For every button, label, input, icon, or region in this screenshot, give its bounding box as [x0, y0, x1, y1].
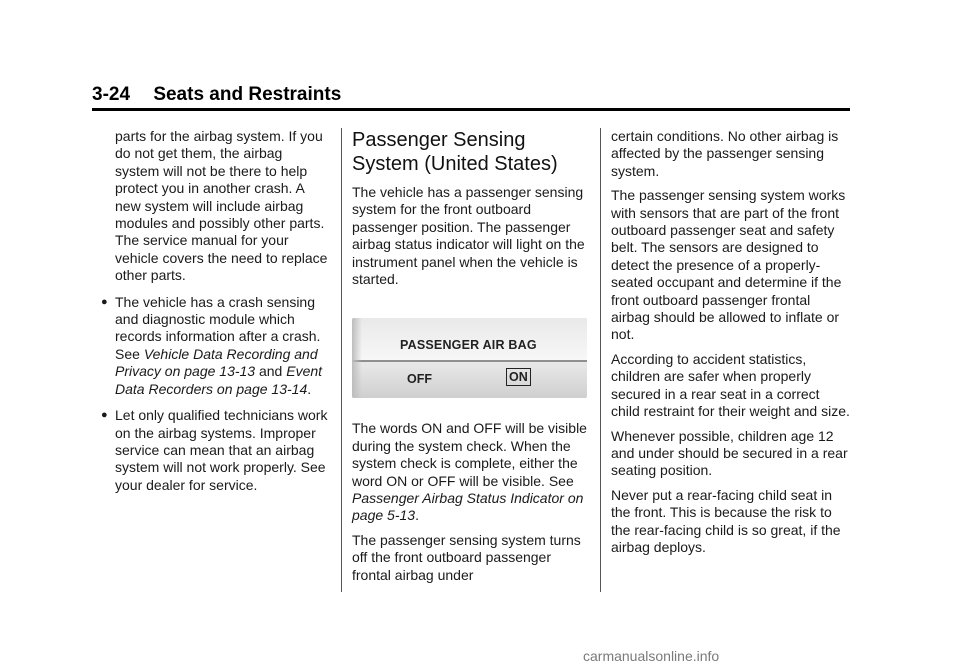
cross-reference-link[interactable]: Passenger Airbag Status Indicator on page 5-13 — [352, 490, 584, 524]
cross-reference-link[interactable]: Vehicle Data Recording and Privacy on page 13-13 — [115, 345, 318, 380]
indicator-label: PASSENGER AIR BAG — [400, 338, 537, 353]
cross-reference-link[interactable]: Event Data Recorders on page 13-14 — [115, 363, 323, 397]
page-number: 3-24 — [92, 84, 131, 105]
bullet-item — [97, 407, 329, 494]
column-divider-right — [600, 128, 601, 592]
indicator-on-label: ON — [506, 368, 531, 386]
page-header — [92, 84, 341, 106]
bullet-text: . — [307, 380, 312, 397]
bullet-dot-icon: ● — [101, 295, 108, 308]
bullet-text: and — [255, 363, 287, 380]
paragraph-text: The words ON and OFF will be visible during the system check. When the system check is complete, either the word ON or OFF will be visible. See — [352, 420, 587, 489]
bullet-text: Let only qualified technicians work on the airbag systems. Improper service can mean that an airbag system will not work properly. See your dealer for service. — [115, 407, 328, 493]
bullet-text: The vehicle has a crash sensing and diagnostic module which records information after a crash. See — [115, 293, 321, 362]
paragraph: The vehicle has a passenger sensing system for the front outboard passenger position. The passenger airbag status indicator will light on the instrument panel when the vehicle is started. — [352, 184, 585, 288]
paragraph: certain conditions. No other airbag is affected by the passenger sensing system. — [611, 128, 839, 179]
paragraph: Whenever possible, children age 12 and under should be secured in a rear seating position. — [611, 427, 848, 479]
column-1 — [97, 128, 329, 494]
watermark: carmanualsonline.info — [583, 648, 720, 664]
section-title-header: Seats and Restraints — [153, 84, 342, 105]
indicator-off-label: OFF — [407, 372, 432, 387]
paragraph: The passenger sensing system turns off the front outboard passenger frontal airbag under — [352, 531, 581, 583]
paragraph: The passenger sensing system works with sensors that are part of the front outboard passenger seat and safety belt. The sensors are designed to detect the presence of a properly-seated occupant and determine if the front outboard passenger frontal airbag should be allowed to inflate or not. — [611, 187, 846, 343]
column-3 — [611, 128, 851, 563]
indicator-edge-shade — [352, 318, 362, 398]
paragraph: Never put a rear-facing child seat in the front. This is because the risk to the rear-facing child is so great, if the airbag deploys. — [611, 486, 841, 555]
passenger-airbag-indicator-image — [352, 318, 587, 398]
paragraph-text: . — [415, 507, 419, 524]
column-2 — [352, 128, 588, 591]
continued-paragraph: parts for the airbag system. If you do not get them, the airbag system will not be there to help protect you in another crash. A new system will include airbag modules and possibly other parts. The service manual for your vehicle covers the need to replace other parts. — [115, 128, 328, 284]
column-divider-left — [341, 128, 342, 592]
paragraph — [352, 420, 588, 524]
paragraph: According to accident statistics, children are safer when properly secured in a rear seat in a correct child restraint for their weight and size. — [611, 350, 850, 420]
bullet-item — [97, 294, 329, 398]
bullet-dot-icon: ● — [101, 409, 108, 422]
header-rule — [92, 108, 850, 111]
section-heading: Passenger Sensing System (United States) — [352, 129, 558, 175]
